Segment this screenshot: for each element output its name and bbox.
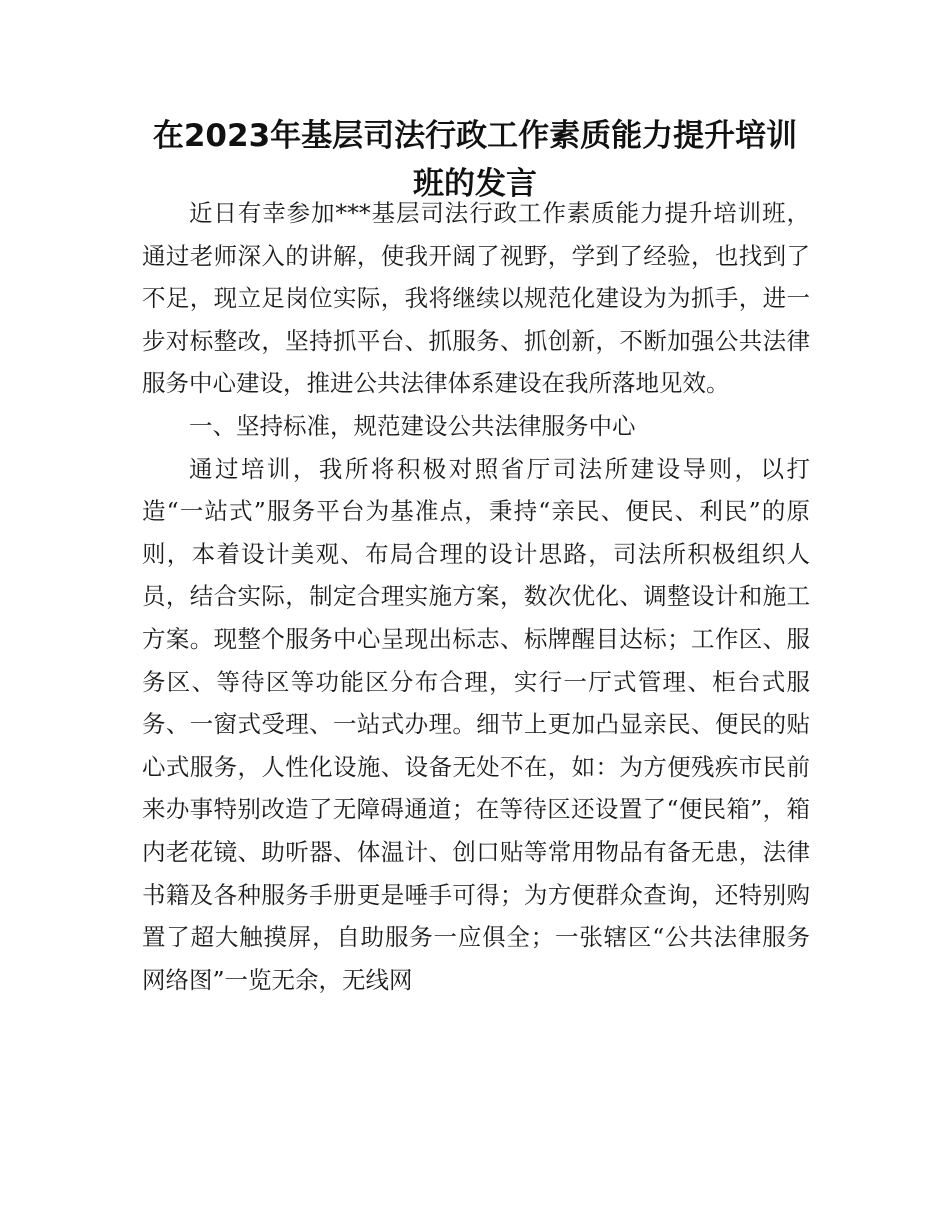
intro-paragraph: 近日有幸参加***基层司法行政工作素质能力提升培训班，通过老师深入的讲解，使我开阔了视野，学到了经验，也找到了不足，现立足岗位实际，我将继续以规范化建设为为抓手，进一步对标整改，坚持抓平台、抓服务、抓创新，不断加强公共法律服务中心建设，推进公共法律体系建设在我所落地见效。 (142, 199, 810, 398)
document-body (142, 192, 810, 1001)
document-title: 在2023年基层司法行政工作素质能力提升培训班的发言 (152, 118, 798, 202)
section-heading: 一、坚持标准，规范建设公共法律服务中心 (189, 411, 636, 440)
body-paragraph: 通过培训，我所将积极对照省厅司法所建设导则，以打造“一站式”服务平台为基准点，秉持“亲民、便民、利民”的原则，本着设计美观、布局合理的设计思路，司法所积极组织人员，结合实际，制定合理实施方案，数次优化、调整设计和施工方案。现整个服务中心呈现出标志、标牌醒目达标；工作区、服务区、等待区等功能区分布合理，实行一厅式管理、柜台式服务、一窗式受理、一站式办理。细节上更加凸显亲民、便民的贴心式服务，人性化设施、设备无处不在，如：为方便残疾市民前来办事特别改造了无障碍通道；在等待区还设置了“便民箱”，箱内老花镜、助听器、体温计、创口贴等常用物品有备无患，法律书籍及各种服务手册更是唾手可得；为方便群众查询，还特别购置了超大触摸屏，自助服务一应俱全；一张辖区“公共法律服务网络图”一览无余，无线网 (142, 454, 810, 994)
